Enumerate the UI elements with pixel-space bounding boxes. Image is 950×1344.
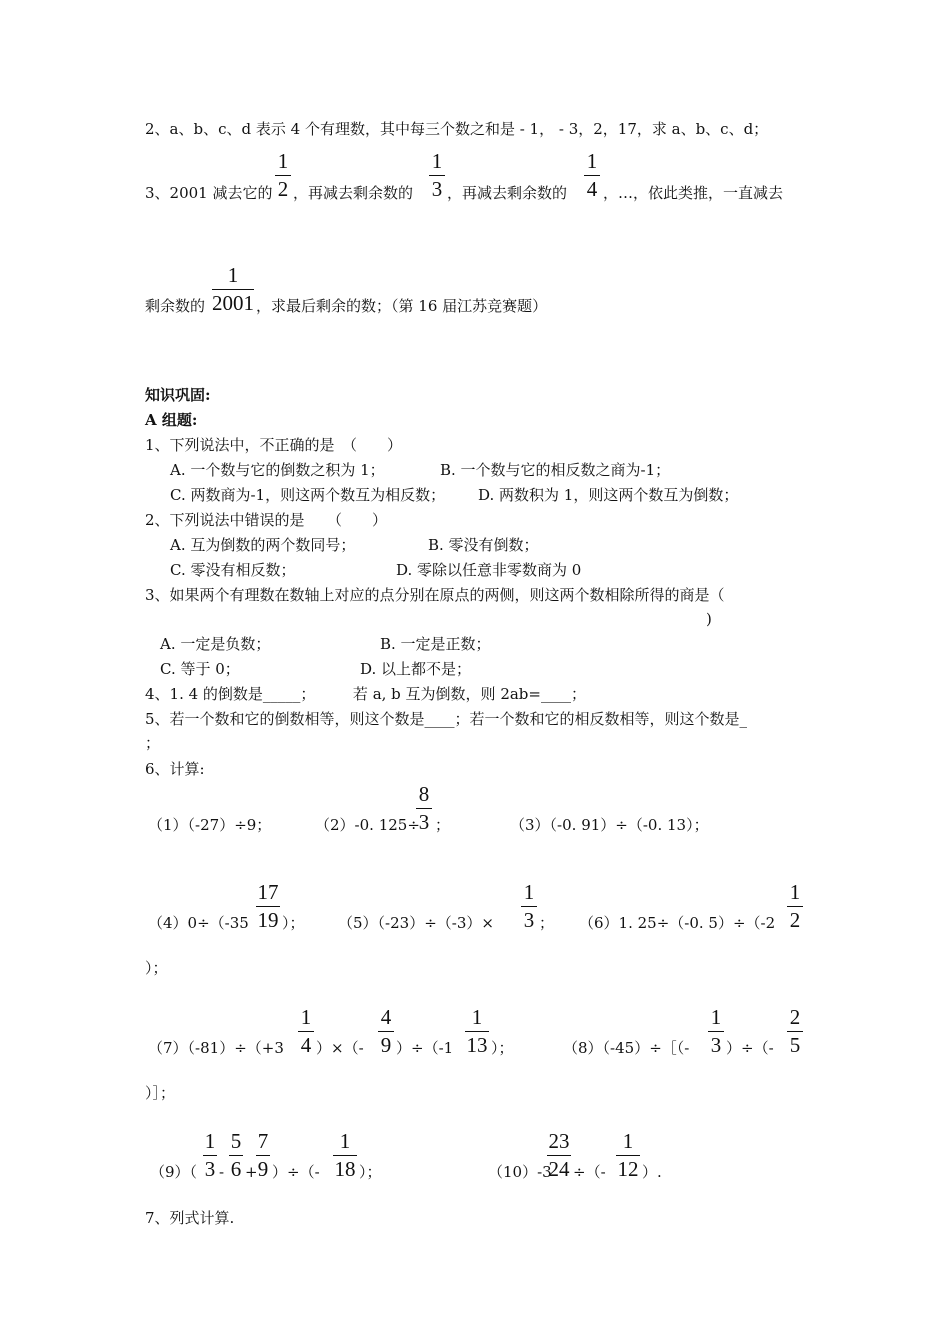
calc-7d: ）； bbox=[491, 1039, 514, 1057]
calc-2-end: ； bbox=[435, 816, 451, 834]
calc-7c: ）÷（-1 bbox=[396, 1039, 454, 1057]
problem-3-text-a: 3、2001 减去它的 bbox=[145, 184, 273, 202]
calc-9d: ）÷（- bbox=[272, 1163, 320, 1181]
a1-option-d: D. 两数积为 1，则这两个数互为倒数； bbox=[478, 486, 739, 504]
fraction-1-2b: 1 2 bbox=[787, 881, 803, 931]
calc-3: （3）（-0. 91）÷（-0. 13）； bbox=[510, 816, 709, 834]
fraction-1-3c: 1 3 bbox=[708, 1006, 724, 1056]
calc-10-end: ）. bbox=[642, 1163, 662, 1181]
a2-option-d: D. 零除以任意非零数商为 0 bbox=[396, 561, 582, 579]
a3-option-a: A. 一定是负数； bbox=[160, 635, 271, 653]
calc-4: （4）0÷（-35 bbox=[148, 914, 249, 932]
a2-stem: 2、下列说法中错误的是 （ ） bbox=[145, 511, 388, 529]
calc-5: （5）（-23）÷（-3）× bbox=[338, 914, 494, 932]
calc-6: （6）1. 25÷（-0. 5）÷（-2 bbox=[579, 914, 776, 932]
calc-9a: （9）（ bbox=[150, 1163, 198, 1181]
fraction-1-3: 1 3 bbox=[429, 150, 445, 200]
a5-line-2: ； bbox=[145, 734, 161, 752]
fraction-1-4: 1 4 bbox=[584, 150, 600, 200]
problem-3-text-d: ，…，依此类推，一直减去 bbox=[603, 184, 784, 202]
fraction-1-12: 1 12 bbox=[617, 1129, 639, 1181]
calc-9-end: ）； bbox=[359, 1163, 382, 1181]
calc-6-end: ）； bbox=[145, 959, 168, 977]
fraction-23-24: 23 24 bbox=[548, 1129, 570, 1181]
calc-2: （2）-0. 125÷ bbox=[315, 816, 420, 834]
fraction-1-13: 1 13 bbox=[466, 1005, 488, 1057]
a3-close-paren: ) bbox=[706, 610, 712, 628]
calc-9-minus: - bbox=[219, 1163, 225, 1181]
fraction-1-4b: 1 4 bbox=[298, 1006, 314, 1056]
fraction-1-2: 1 2 bbox=[275, 150, 291, 200]
problem-2: 2、a、b、c、d 表示 4 个有理数，其中每三个数之和是 - 1， - 3，2，17，求 a、b、c、d； bbox=[145, 120, 769, 138]
a1-option-c: C. 两数商为-1，则这两个数互为相反数； bbox=[170, 486, 446, 504]
problem-3-text-f: ，求最后剩余的数；（第 16 届江苏竞赛题） bbox=[256, 297, 548, 315]
a3-option-c: C. 等于 0； bbox=[160, 660, 240, 678]
a4: 4、1. 4 的倒数是_____； 若 a, b 互为倒数，则 2ab=____； bbox=[145, 685, 586, 703]
fraction-7-9: 7 9 bbox=[257, 1129, 269, 1181]
fraction-8-3: 8 3 bbox=[416, 783, 432, 833]
a6-title: 6、计算: bbox=[145, 760, 205, 778]
fraction-1-3b: 1 3 bbox=[521, 881, 537, 931]
calc-9-plus: + bbox=[245, 1163, 258, 1181]
calc-7b: ）×（- bbox=[316, 1039, 364, 1057]
problem-3-text-c: ，再减去剩余数的 bbox=[447, 184, 568, 202]
calc-8a: （8）（-45）÷［（- bbox=[563, 1039, 690, 1057]
fraction-17-19: 17 19 bbox=[257, 880, 279, 932]
calc-8b: ）÷（- bbox=[726, 1039, 774, 1057]
problem-3-text-e: 剩余数的 bbox=[145, 297, 206, 315]
group-a-heading: A 组题: bbox=[145, 411, 198, 429]
calc-4-end: ）； bbox=[282, 914, 305, 932]
a2-option-a: A. 互为倒数的两个数同号； bbox=[170, 536, 356, 554]
a7: 7、列式计算. bbox=[145, 1209, 235, 1227]
calc-10a: （10）-3 bbox=[488, 1163, 552, 1181]
fraction-1-3d: 1 3 bbox=[204, 1129, 216, 1181]
a5-line-1: 5、若一个数和它的倒数相等，则这个数是____；若一个数和它的相反数相等，则这个数是_ bbox=[145, 710, 748, 728]
calc-7a: （7）（-81）÷（+3 bbox=[148, 1039, 284, 1057]
a3-option-b: B. 一定是正数； bbox=[380, 635, 491, 653]
fraction-5-6: 5 6 bbox=[230, 1129, 242, 1181]
a1-stem: 1、下列说法中，不正确的是 （ ） bbox=[145, 436, 403, 454]
a3-stem: 3、如果两个有理数在数轴上对应的点分别在原点的两侧，则这两个数相除所得的商是（ bbox=[145, 586, 725, 604]
a2-option-c: C. 零没有相反数； bbox=[170, 561, 296, 579]
calc-5-end: ； bbox=[539, 914, 555, 932]
a3-option-d: D. 以上都不是； bbox=[360, 660, 472, 678]
fraction-2-5: 2 5 bbox=[787, 1006, 803, 1056]
a1-option-a: A. 一个数与它的倒数之积为 1； bbox=[170, 461, 385, 479]
calc-8-end: ）］； bbox=[145, 1084, 176, 1102]
fraction-1-2001: 1 2001 bbox=[212, 263, 254, 315]
a1-option-b: B. 一个数与它的相反数之商为-1； bbox=[440, 461, 671, 479]
problem-3-text-b: ，再减去剩余数的 bbox=[293, 184, 414, 202]
section-heading: 知识巩固: bbox=[145, 386, 211, 404]
fraction-4-9: 4 9 bbox=[378, 1006, 394, 1056]
calc-1: （1）（-27）÷9； bbox=[148, 816, 272, 834]
a2-option-b: B. 零没有倒数； bbox=[428, 536, 539, 554]
fraction-1-18: 1 18 bbox=[334, 1129, 356, 1181]
calc-10b: ÷（- bbox=[573, 1163, 606, 1181]
